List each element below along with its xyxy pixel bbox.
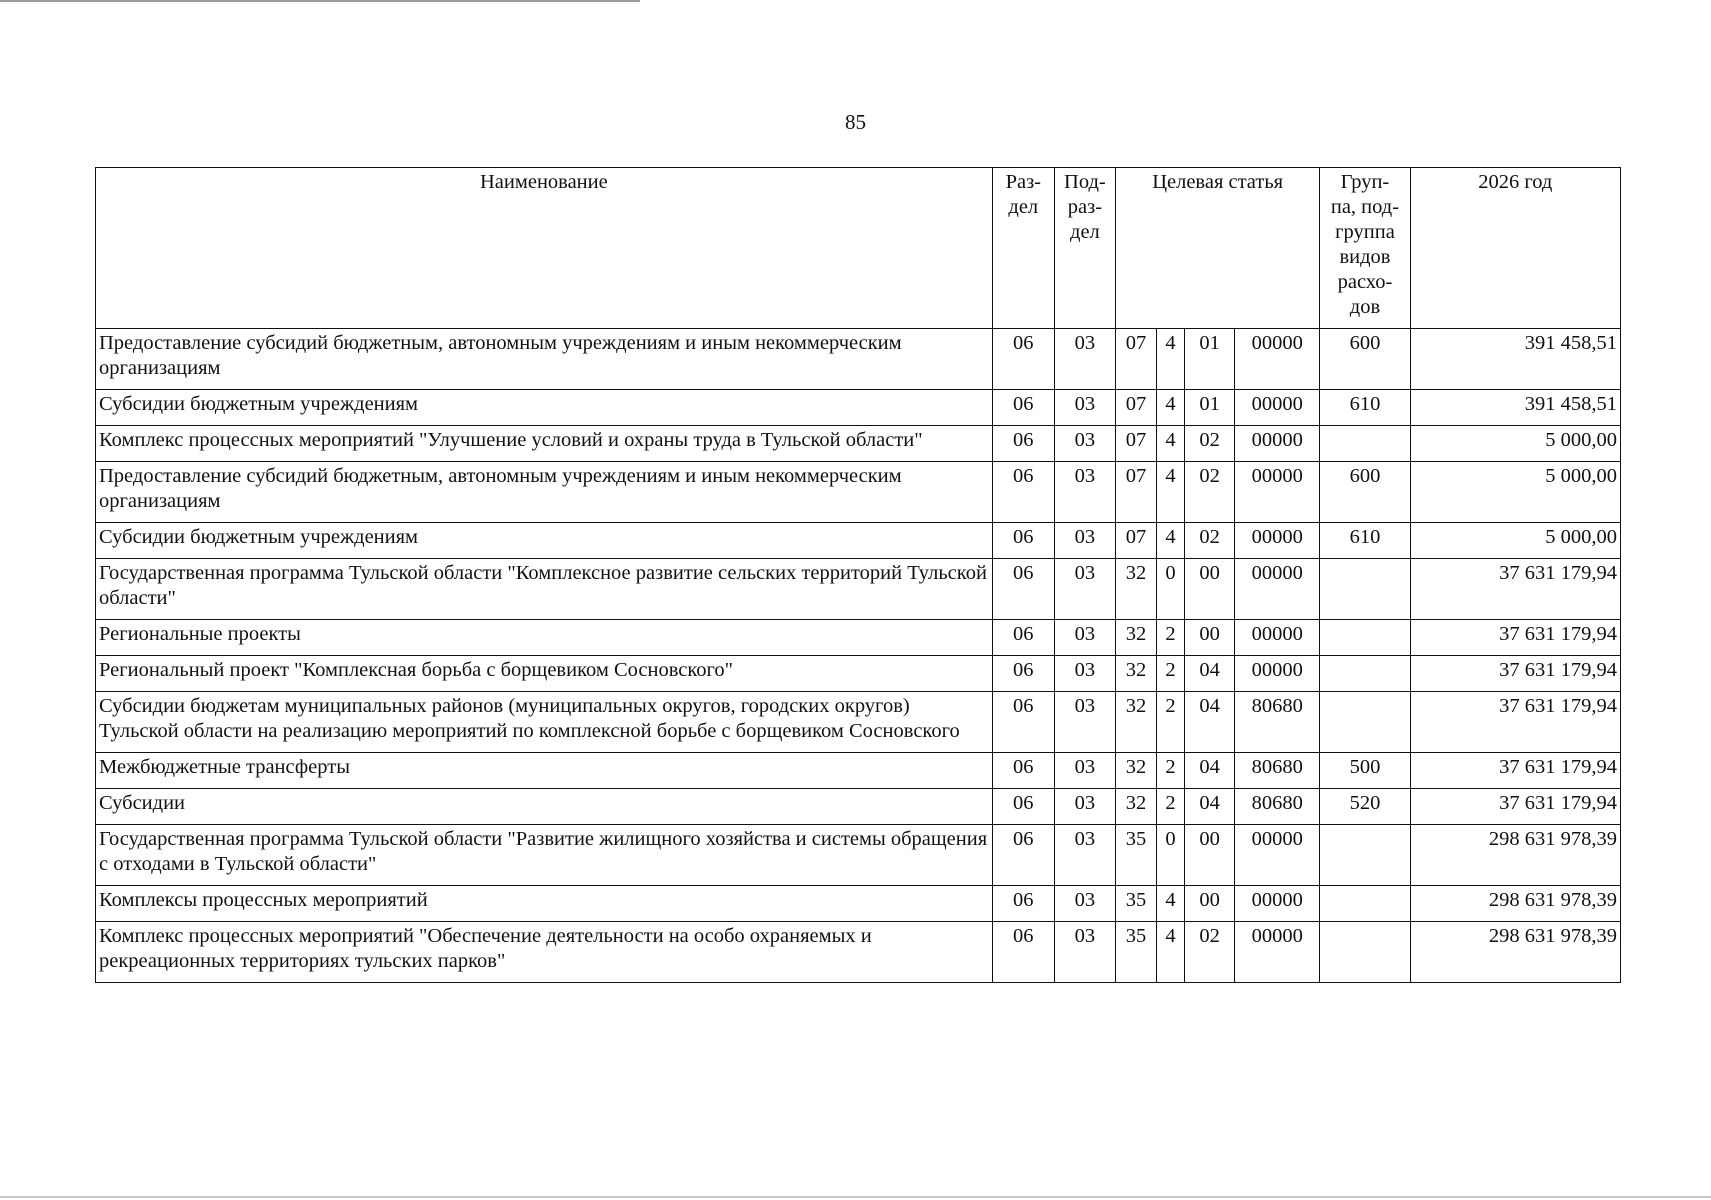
table-row	[96, 886, 1621, 922]
cell-target-direction: 00000	[1235, 329, 1320, 390]
table-row	[96, 825, 1621, 886]
cell-expense-group: 520	[1320, 789, 1410, 825]
cell-target-subprogram: 01	[1185, 329, 1235, 390]
cell-expense-group: 600	[1320, 462, 1410, 523]
page-number: 85	[845, 110, 866, 134]
cell-podrazdel: 03	[1054, 620, 1115, 656]
cell-amount: 298 631 978,39	[1410, 825, 1620, 886]
cell-target-direction: 00000	[1235, 886, 1320, 922]
table-row	[96, 789, 1621, 825]
table-row	[96, 753, 1621, 789]
cell-amount: 5 000,00	[1410, 462, 1620, 523]
cell-target-type: 4	[1157, 390, 1185, 426]
cell-target-program: 32	[1115, 789, 1156, 825]
cell-razdel: 06	[992, 390, 1054, 426]
header-podrazdel: Под- раз- дел	[1054, 168, 1115, 329]
cell-podrazdel: 03	[1054, 390, 1115, 426]
table-row	[96, 329, 1621, 390]
cell-target-direction: 00000	[1235, 426, 1320, 462]
cell-razdel: 06	[992, 329, 1054, 390]
table-body	[96, 329, 1621, 983]
cell-target-subprogram: 01	[1185, 390, 1235, 426]
cell-name: Государственная программа Тульской области "Комплексное развитие сельских территорий Тульской области"	[96, 559, 993, 620]
cell-expense-group	[1320, 886, 1410, 922]
cell-amount: 391 458,51	[1410, 329, 1620, 390]
cell-razdel: 06	[992, 656, 1054, 692]
cell-target-subprogram: 00	[1185, 825, 1235, 886]
cell-podrazdel: 03	[1054, 462, 1115, 523]
cell-razdel: 06	[992, 825, 1054, 886]
table-row	[96, 390, 1621, 426]
cell-podrazdel: 03	[1054, 753, 1115, 789]
cell-amount: 298 631 978,39	[1410, 886, 1620, 922]
table-row	[96, 559, 1621, 620]
cell-amount: 37 631 179,94	[1410, 620, 1620, 656]
cell-razdel: 06	[992, 789, 1054, 825]
cell-target-program: 32	[1115, 620, 1156, 656]
cell-target-direction: 80680	[1235, 692, 1320, 753]
cell-target-program: 07	[1115, 426, 1156, 462]
cell-target-direction: 80680	[1235, 753, 1320, 789]
cell-razdel: 06	[992, 620, 1054, 656]
table-row	[96, 462, 1621, 523]
table-row	[96, 620, 1621, 656]
cell-amount: 391 458,51	[1410, 390, 1620, 426]
cell-target-type: 4	[1157, 462, 1185, 523]
header-name: Наименование	[96, 168, 993, 329]
cell-podrazdel: 03	[1054, 559, 1115, 620]
cell-name: Государственная программа Тульской области "Развитие жилищного хозяйства и системы обращения с отходами в Тульской области"	[96, 825, 993, 886]
cell-amount: 5 000,00	[1410, 426, 1620, 462]
cell-target-type: 0	[1157, 559, 1185, 620]
cell-target-type: 2	[1157, 656, 1185, 692]
table-header-row	[96, 168, 1621, 329]
cell-target-type: 2	[1157, 789, 1185, 825]
cell-target-subprogram: 04	[1185, 692, 1235, 753]
cell-target-program: 32	[1115, 753, 1156, 789]
cell-target-direction: 00000	[1235, 825, 1320, 886]
cell-target-direction: 00000	[1235, 620, 1320, 656]
cell-target-subprogram: 00	[1185, 886, 1235, 922]
cell-razdel: 06	[992, 462, 1054, 523]
cell-amount: 37 631 179,94	[1410, 692, 1620, 753]
cell-target-direction: 00000	[1235, 462, 1320, 523]
table-row	[96, 426, 1621, 462]
cell-razdel: 06	[992, 922, 1054, 983]
cell-name: Субсидии	[96, 789, 993, 825]
cell-target-subprogram: 02	[1185, 922, 1235, 983]
cell-target-program: 07	[1115, 523, 1156, 559]
table-row	[96, 922, 1621, 983]
cell-target-program: 07	[1115, 329, 1156, 390]
cell-target-direction: 00000	[1235, 390, 1320, 426]
header-year-2026: 2026 год	[1410, 168, 1620, 329]
cell-name: Субсидии бюджетным учреждениям	[96, 390, 993, 426]
cell-target-direction: 00000	[1235, 922, 1320, 983]
table-row	[96, 656, 1621, 692]
cell-target-subprogram: 04	[1185, 753, 1235, 789]
cell-target-type: 4	[1157, 886, 1185, 922]
cell-podrazdel: 03	[1054, 922, 1115, 983]
cell-razdel: 06	[992, 886, 1054, 922]
cell-expense-group: 610	[1320, 390, 1410, 426]
cell-name: Комплекс процессных мероприятий "Улучшение условий и охраны труда в Тульской области"	[96, 426, 993, 462]
cell-target-program: 35	[1115, 825, 1156, 886]
cell-name: Субсидии бюджетным учреждениям	[96, 523, 993, 559]
cell-target-direction: 00000	[1235, 523, 1320, 559]
cell-expense-group	[1320, 426, 1410, 462]
cell-expense-group: 610	[1320, 523, 1410, 559]
cell-target-direction: 00000	[1235, 656, 1320, 692]
cell-name: Комплексы процессных мероприятий	[96, 886, 993, 922]
header-target-article: Целевая статья	[1115, 168, 1319, 329]
cell-name: Региональные проекты	[96, 620, 993, 656]
cell-razdel: 06	[992, 753, 1054, 789]
cell-target-type: 0	[1157, 825, 1185, 886]
cell-razdel: 06	[992, 692, 1054, 753]
cell-target-program: 32	[1115, 559, 1156, 620]
cell-target-type: 4	[1157, 922, 1185, 983]
cell-name: Предоставление субсидий бюджетным, автономным учреждениям и иным некоммерческим организациям	[96, 329, 993, 390]
cell-target-type: 4	[1157, 523, 1185, 559]
cell-razdel: 06	[992, 559, 1054, 620]
cell-target-subprogram: 02	[1185, 462, 1235, 523]
cell-amount: 37 631 179,94	[1410, 789, 1620, 825]
cell-target-subprogram: 00	[1185, 559, 1235, 620]
cell-expense-group	[1320, 825, 1410, 886]
cell-expense-group: 600	[1320, 329, 1410, 390]
cell-target-program: 07	[1115, 462, 1156, 523]
cell-expense-group	[1320, 922, 1410, 983]
scan-edge-top	[0, 0, 640, 2]
cell-amount: 37 631 179,94	[1410, 753, 1620, 789]
cell-name: Субсидии бюджетам муниципальных районов (муниципальных округов, городских округов) Тульской области на реализацию мероприятий по комплексной борьбе с борщевиком Сосновского	[96, 692, 993, 753]
cell-target-type: 2	[1157, 620, 1185, 656]
cell-amount: 37 631 179,94	[1410, 656, 1620, 692]
cell-amount: 298 631 978,39	[1410, 922, 1620, 983]
cell-expense-group	[1320, 692, 1410, 753]
cell-target-direction: 80680	[1235, 789, 1320, 825]
cell-name: Межбюджетные трансферты	[96, 753, 993, 789]
cell-name: Предоставление субсидий бюджетным, автономным учреждениям и иным некоммерческим организациям	[96, 462, 993, 523]
cell-target-subprogram: 04	[1185, 656, 1235, 692]
cell-podrazdel: 03	[1054, 656, 1115, 692]
cell-podrazdel: 03	[1054, 825, 1115, 886]
table-row	[96, 692, 1621, 753]
table-row	[96, 523, 1621, 559]
cell-target-program: 35	[1115, 922, 1156, 983]
cell-target-subprogram: 04	[1185, 789, 1235, 825]
cell-expense-group	[1320, 656, 1410, 692]
cell-target-subprogram: 02	[1185, 523, 1235, 559]
cell-target-program: 32	[1115, 692, 1156, 753]
cell-name: Комплекс процессных мероприятий "Обеспечение деятельности на особо охраняемых и рекреационных территориях тульских парков"	[96, 922, 993, 983]
cell-target-program: 32	[1115, 656, 1156, 692]
cell-target-subprogram: 02	[1185, 426, 1235, 462]
cell-podrazdel: 03	[1054, 329, 1115, 390]
cell-amount: 5 000,00	[1410, 523, 1620, 559]
header-expense-group: Груп- па, под- группа видов расхо- дов	[1320, 168, 1410, 329]
cell-target-type: 4	[1157, 426, 1185, 462]
cell-amount: 37 631 179,94	[1410, 559, 1620, 620]
cell-target-subprogram: 00	[1185, 620, 1235, 656]
cell-razdel: 06	[992, 523, 1054, 559]
cell-target-type: 2	[1157, 692, 1185, 753]
cell-target-type: 2	[1157, 753, 1185, 789]
cell-podrazdel: 03	[1054, 789, 1115, 825]
scan-edge-bottom	[0, 1196, 1711, 1198]
cell-expense-group	[1320, 620, 1410, 656]
cell-target-direction: 00000	[1235, 559, 1320, 620]
cell-podrazdel: 03	[1054, 426, 1115, 462]
cell-razdel: 06	[992, 426, 1054, 462]
cell-target-program: 07	[1115, 390, 1156, 426]
cell-target-type: 4	[1157, 329, 1185, 390]
cell-expense-group	[1320, 559, 1410, 620]
cell-expense-group: 500	[1320, 753, 1410, 789]
cell-podrazdel: 03	[1054, 886, 1115, 922]
cell-target-program: 35	[1115, 886, 1156, 922]
cell-name: Региональный проект "Комплексная борьба с борщевиком Сосновского"	[96, 656, 993, 692]
header-razdel: Раз- дел	[992, 168, 1054, 329]
cell-podrazdel: 03	[1054, 692, 1115, 753]
cell-podrazdel: 03	[1054, 523, 1115, 559]
budget-table	[95, 167, 1621, 983]
